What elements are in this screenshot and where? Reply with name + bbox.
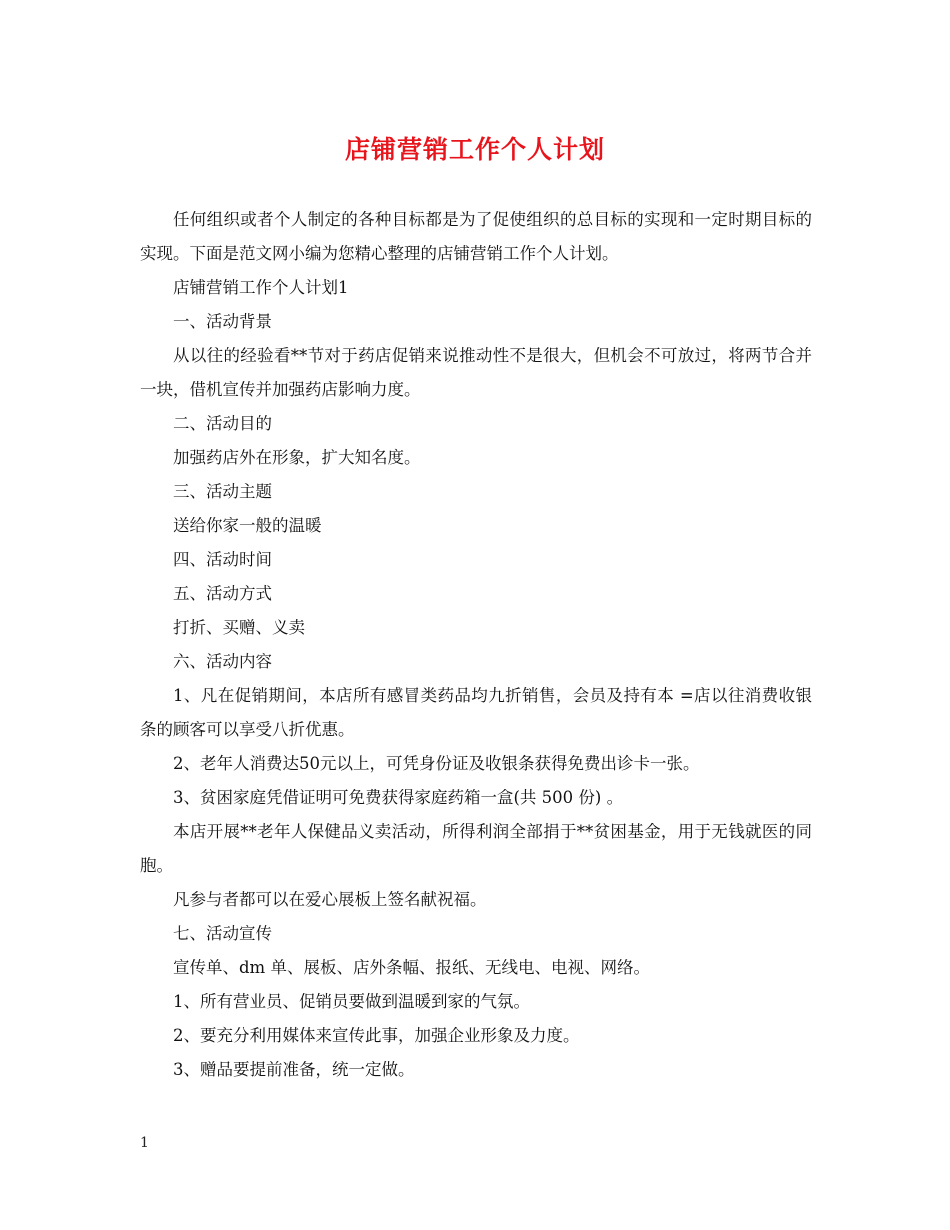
list-item-promotion-3: 3、赠品要提前准备，统一定做。	[173, 1060, 415, 1079]
list-item-content-2: 2、老年人消费达50元以上，可凭身份证及收银条获得免费出诊卡一张。	[173, 754, 700, 773]
page-number: 1	[140, 1135, 149, 1151]
section-heading-content: 六、活动内容	[173, 652, 272, 671]
section-heading-promotion: 七、活动宣传	[173, 924, 272, 943]
paragraph-intro: 任何组织或者个人制定的各种目标都是为了促使组织的总目标的实现和一定时期目标的实现。下面是范文网小编为您精心整理的店铺营销工作个人计划。	[140, 210, 812, 263]
paragraph-method: 打折、买赠、义卖	[173, 618, 305, 637]
paragraph-plan-heading: 店铺营销工作个人计划1	[173, 278, 349, 297]
document-body	[140, 203, 812, 1087]
list-item-promotion-1: 1、所有营业员、促销员要做到温暖到家的气氛。	[173, 992, 530, 1011]
list-item-content-3: 3、贫困家庭凭借证明可免费获得家庭药箱一盒(共 500 份) 。	[173, 788, 624, 807]
paragraph-promotion-channels: 宣传单、dm 单、展板、店外条幅、报纸、无线电、电视、网络。	[173, 958, 650, 977]
document-title: 店铺营销工作个人计划	[344, 135, 605, 164]
paragraph-purpose: 加强药店外在形象，扩大知名度。	[173, 448, 421, 467]
paragraph-charity: 本店开展**老年人保健品义卖活动，所得利润全部捐于**贫困基金，用于无钱就医的同胞。	[140, 822, 812, 875]
list-item-promotion-2: 2、要充分利用媒体来宣传此事，加强企业形象及力度。	[173, 1026, 580, 1045]
section-heading-method: 五、活动方式	[173, 584, 272, 603]
section-heading-theme: 三、活动主题	[173, 482, 272, 501]
section-heading-background: 一、活动背景	[173, 312, 272, 331]
section-heading-time: 四、活动时间	[173, 550, 272, 569]
paragraph-theme: 送给你家一般的温暖	[173, 516, 322, 535]
paragraph-background: 从以往的经验看**节对于药店促销来说推动性不是很大，但机会不可放过，将两节合并一块，借机宣传并加强药店影响力度。	[140, 346, 812, 399]
paragraph-signing: 凡参与者都可以在爱心展板上签名献祝福。	[173, 890, 487, 909]
list-item-content-1: 1、凡在促销期间，本店所有感冒类药品均九折销售，会员及持有本 =店以往消费收银条的顾客可以享受八折优惠。	[140, 686, 812, 739]
section-heading-purpose: 二、活动目的	[173, 414, 272, 433]
